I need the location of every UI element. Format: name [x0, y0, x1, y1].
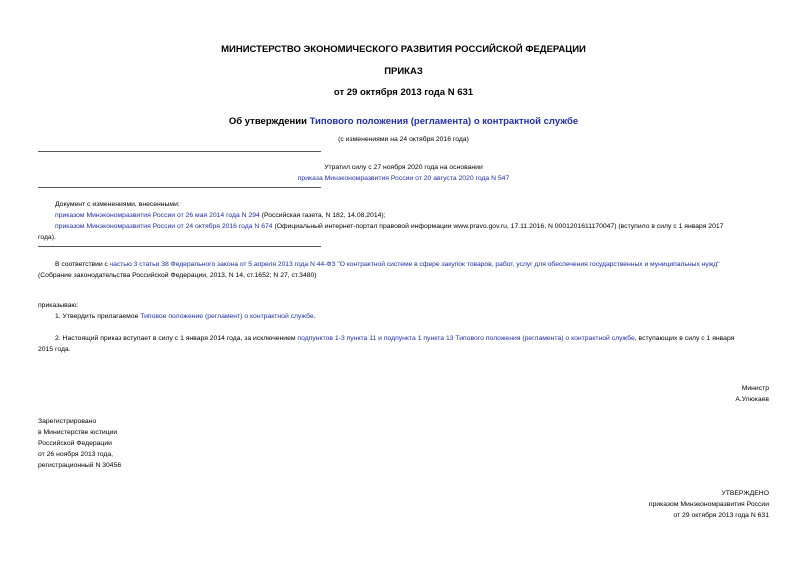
order-point-2: [55, 334, 734, 344]
point-1-suffix: .: [313, 313, 316, 320]
divider: [38, 246, 321, 247]
basis-law-link[interactable]: частью 3 статьи 38 Федерального закона от 5 апреля 2013 года N 44-ФЗ "О контрактной системе в сфере закупок товаров, работ, услуг для обеспечения государственных и муниципальных нужд": [109, 261, 720, 268]
registration-line: от 26 ноября 2013 года,: [38, 451, 114, 458]
amendment-item-1: [55, 211, 386, 221]
title-prefix: Об утверждении: [228, 116, 310, 127]
expired-link[interactable]: приказа Минэкономразвития России от 20 августа 2020 года N 547: [297, 175, 510, 182]
point-2-link[interactable]: подпунктов 1-3 пункта 11 и подпункта 1 пункта 13 Типового положения (регламента) о контрактной службе: [297, 335, 635, 342]
approved-heading: УТВЕРЖДЕНО: [721, 490, 769, 497]
document-title: [0, 116, 807, 128]
doc-type-heading: ПРИКАЗ: [384, 66, 423, 77]
amendment-1-text: (Российская газета, N 182, 14.08.2014);: [259, 212, 386, 219]
approved-line: от 29 октября 2013 года N 631: [673, 512, 769, 519]
amendment-1-link[interactable]: приказом Минэкономразвития России от 26 мая 2014 года N 294: [55, 212, 260, 219]
amendment-2-text: (Официальный интернет-портал правовой информации www.pravo.gov.ru, 17.11.2016, N 0001201611170047) (вступило в силу с 1 января 2017: [272, 223, 724, 230]
revision-note: (с изменениями на 24 октября 2016 года): [338, 136, 469, 143]
registration-line: Российской Федерации: [38, 440, 112, 447]
amendment-item-2: [55, 222, 723, 232]
point-1-prefix: 1. Утвердить прилагаемое: [55, 313, 141, 320]
expired-note: Утратил силу с 27 ноября 2020 года на основании: [324, 164, 483, 171]
divider: [38, 187, 321, 188]
point-2-prefix: 2. Настоящий приказ вступает в силу с 1 января 2014 года, за исключением: [55, 335, 298, 342]
point-2-suffix: , вступающих в силу с 1 января: [634, 335, 735, 342]
amendment-2-link[interactable]: приказом Минэкономразвития России от 24 октября 2016 года N 674: [55, 223, 273, 230]
signatory-name: А.Улюкаев: [735, 396, 769, 403]
title-link[interactable]: Типового положения (регламента) о контрактной службе: [309, 116, 579, 127]
doc-date-number: от 29 октября 2013 года N 631: [333, 87, 474, 98]
basis-continuation: (Собрание законодательства Российской Федерации, 2013, N 14, ст.1652; N 27, ст.3480): [38, 272, 317, 279]
amendment-2-continuation: года).: [38, 234, 56, 241]
registration-line: Зарегистрировано: [38, 418, 97, 425]
registration-line: регистрационный N 30456: [38, 462, 122, 469]
point-2-continuation: 2015 года.: [38, 346, 71, 353]
registration-line: в Министерстве юстиции: [38, 429, 118, 436]
prikazyvayu: приказываю:: [38, 302, 79, 309]
divider: [38, 151, 321, 152]
point-1-link[interactable]: Типовое положение (регламент) о контрактной службе: [140, 313, 314, 320]
amendments-intro: Документ с изменениями, внесенными:: [55, 201, 180, 208]
ministry-heading: МИНИСТЕРСТВО ЭКОНОМИЧЕСКОГО РАЗВИТИЯ РОССИЙСКОЙ ФЕДЕРАЦИИ: [221, 44, 586, 55]
basis-paragraph: [55, 260, 720, 270]
basis-prefix: В соответствии с: [55, 261, 110, 268]
signatory-position: Министр: [741, 385, 769, 392]
order-point-1: [55, 312, 316, 322]
approved-line: приказом Минэкономразвития России: [648, 501, 769, 508]
